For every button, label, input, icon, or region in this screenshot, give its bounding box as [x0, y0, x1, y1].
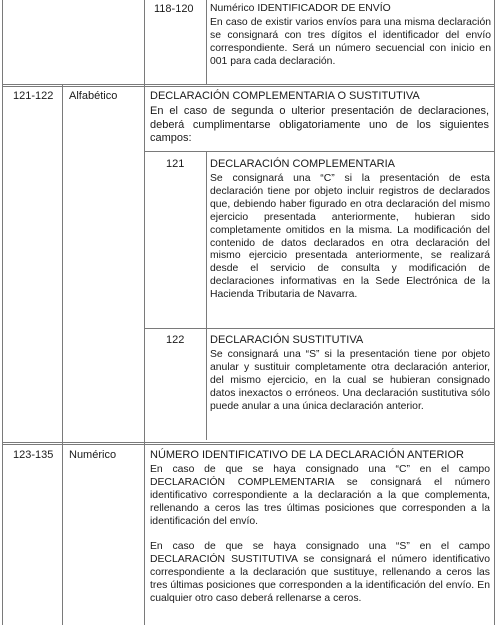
column-divider-top-left — [144, 0, 145, 84]
subfield-position-121: 121 — [166, 158, 185, 170]
field-type-alfabetico: Alfabético — [69, 90, 118, 102]
subfield-position-122: 122 — [166, 334, 185, 346]
table-border-left — [2, 0, 3, 625]
subfield-title-complementaria: DECLARACIÓN COMPLEMENTARIA — [210, 158, 395, 170]
table-border-right — [494, 0, 495, 625]
field-position-123-135: 123-135 — [13, 449, 54, 461]
sub-row-divider-b — [145, 328, 495, 329]
column-divider-type — [144, 85, 145, 625]
subcolumn-divider-121-122 — [206, 152, 207, 440]
field-position-121-122: 121-122 — [13, 90, 54, 102]
field-title-declaracion-complementaria-o-sustitutiva: DECLARACIÓN COMPLEMENTARIA O SUSTITUTIVA — [150, 90, 420, 102]
row-divider-2b — [2, 444, 495, 445]
field-title-numero-identificativo: NÚMERO IDENTIFICATIVO DE LA DECLARACIÓN ANTERIOR — [150, 449, 464, 461]
row-divider-1b — [2, 86, 495, 87]
field-type-numerico: Numérico — [69, 449, 117, 461]
row-divider-1 — [2, 84, 495, 85]
field-description-paragraph-1: En caso de que se haya consignado una “C” en el campo DECLARACIÓN COMPLEMENTARIA se consignará el número identificativo correspondiente a la declaración a la que complementa, rellenando a ceros las tres últimas posiciones que corresponden a la identificación del envío. — [150, 464, 490, 527]
field-description-identificador-envio: En caso de existir varios envíos para una misma declaración se consignará con tres dígitos el identificador del envío correspondiente. Será un número secuencial con inicio en 001 para cada declaración. — [210, 17, 491, 67]
subfield-description-sustitutiva: Se consignará una “S” si la presentación tiene por objeto anular y sustituir completamente otra declaración anterior, del mismo ejercicio, en la cual se hubieran consignado datos inexactos o erróneos. Una declaración sustitutiva sólo puede anular a una única declaración anterior. — [210, 349, 490, 412]
subcolumn-divider-top — [206, 0, 207, 84]
subfield-description-complementaria: Se consignará una “C” si la presentación de esta declaración tiene por objeto incluir registros de declarados que, debiendo haber figurado en otra declaración del mismo ejercicio presentada anteriormente, hubieran sido completamente omitidos en la misma. La modificación del contenido de datos declarados en otra declaración del mismo ejercicio presentada anteriormente, se realizará desde el servicio de consulta y modificación de declaraciones informativas en la Sede Electrónica de la Hacienda Tributaria de Navarra. — [210, 173, 490, 301]
subfield-title-sustitutiva: DECLARACIÓN SUSTITUTIVA — [210, 334, 364, 346]
sub-row-divider-a — [145, 151, 495, 152]
field-position-118-120: 118-120 — [154, 3, 194, 15]
field-title-identificador-envio: Numérico IDENTIFICADOR DE ENVÍO — [210, 3, 391, 14]
field-description-paragraph-2: En caso de que se haya consignado una “S” en el campo DECLARACIÓN SUSTITUTIVA se consignará el número identificativo correspondiente a la declaración que sustituye, rellenando a ceros las tres últimas posiciones que corresponden a la identificación del envío. En cualquier otro caso deberá rellenarse a ceros. — [150, 541, 490, 604]
field-intro-declaracion: En el caso de segunda o ulterior presentación de declaraciones, deberá cumplimentarse obligatoriamente uno de los siguientes campos: — [150, 105, 489, 145]
row-divider-2 — [2, 442, 495, 443]
column-divider-pos — [62, 85, 63, 625]
